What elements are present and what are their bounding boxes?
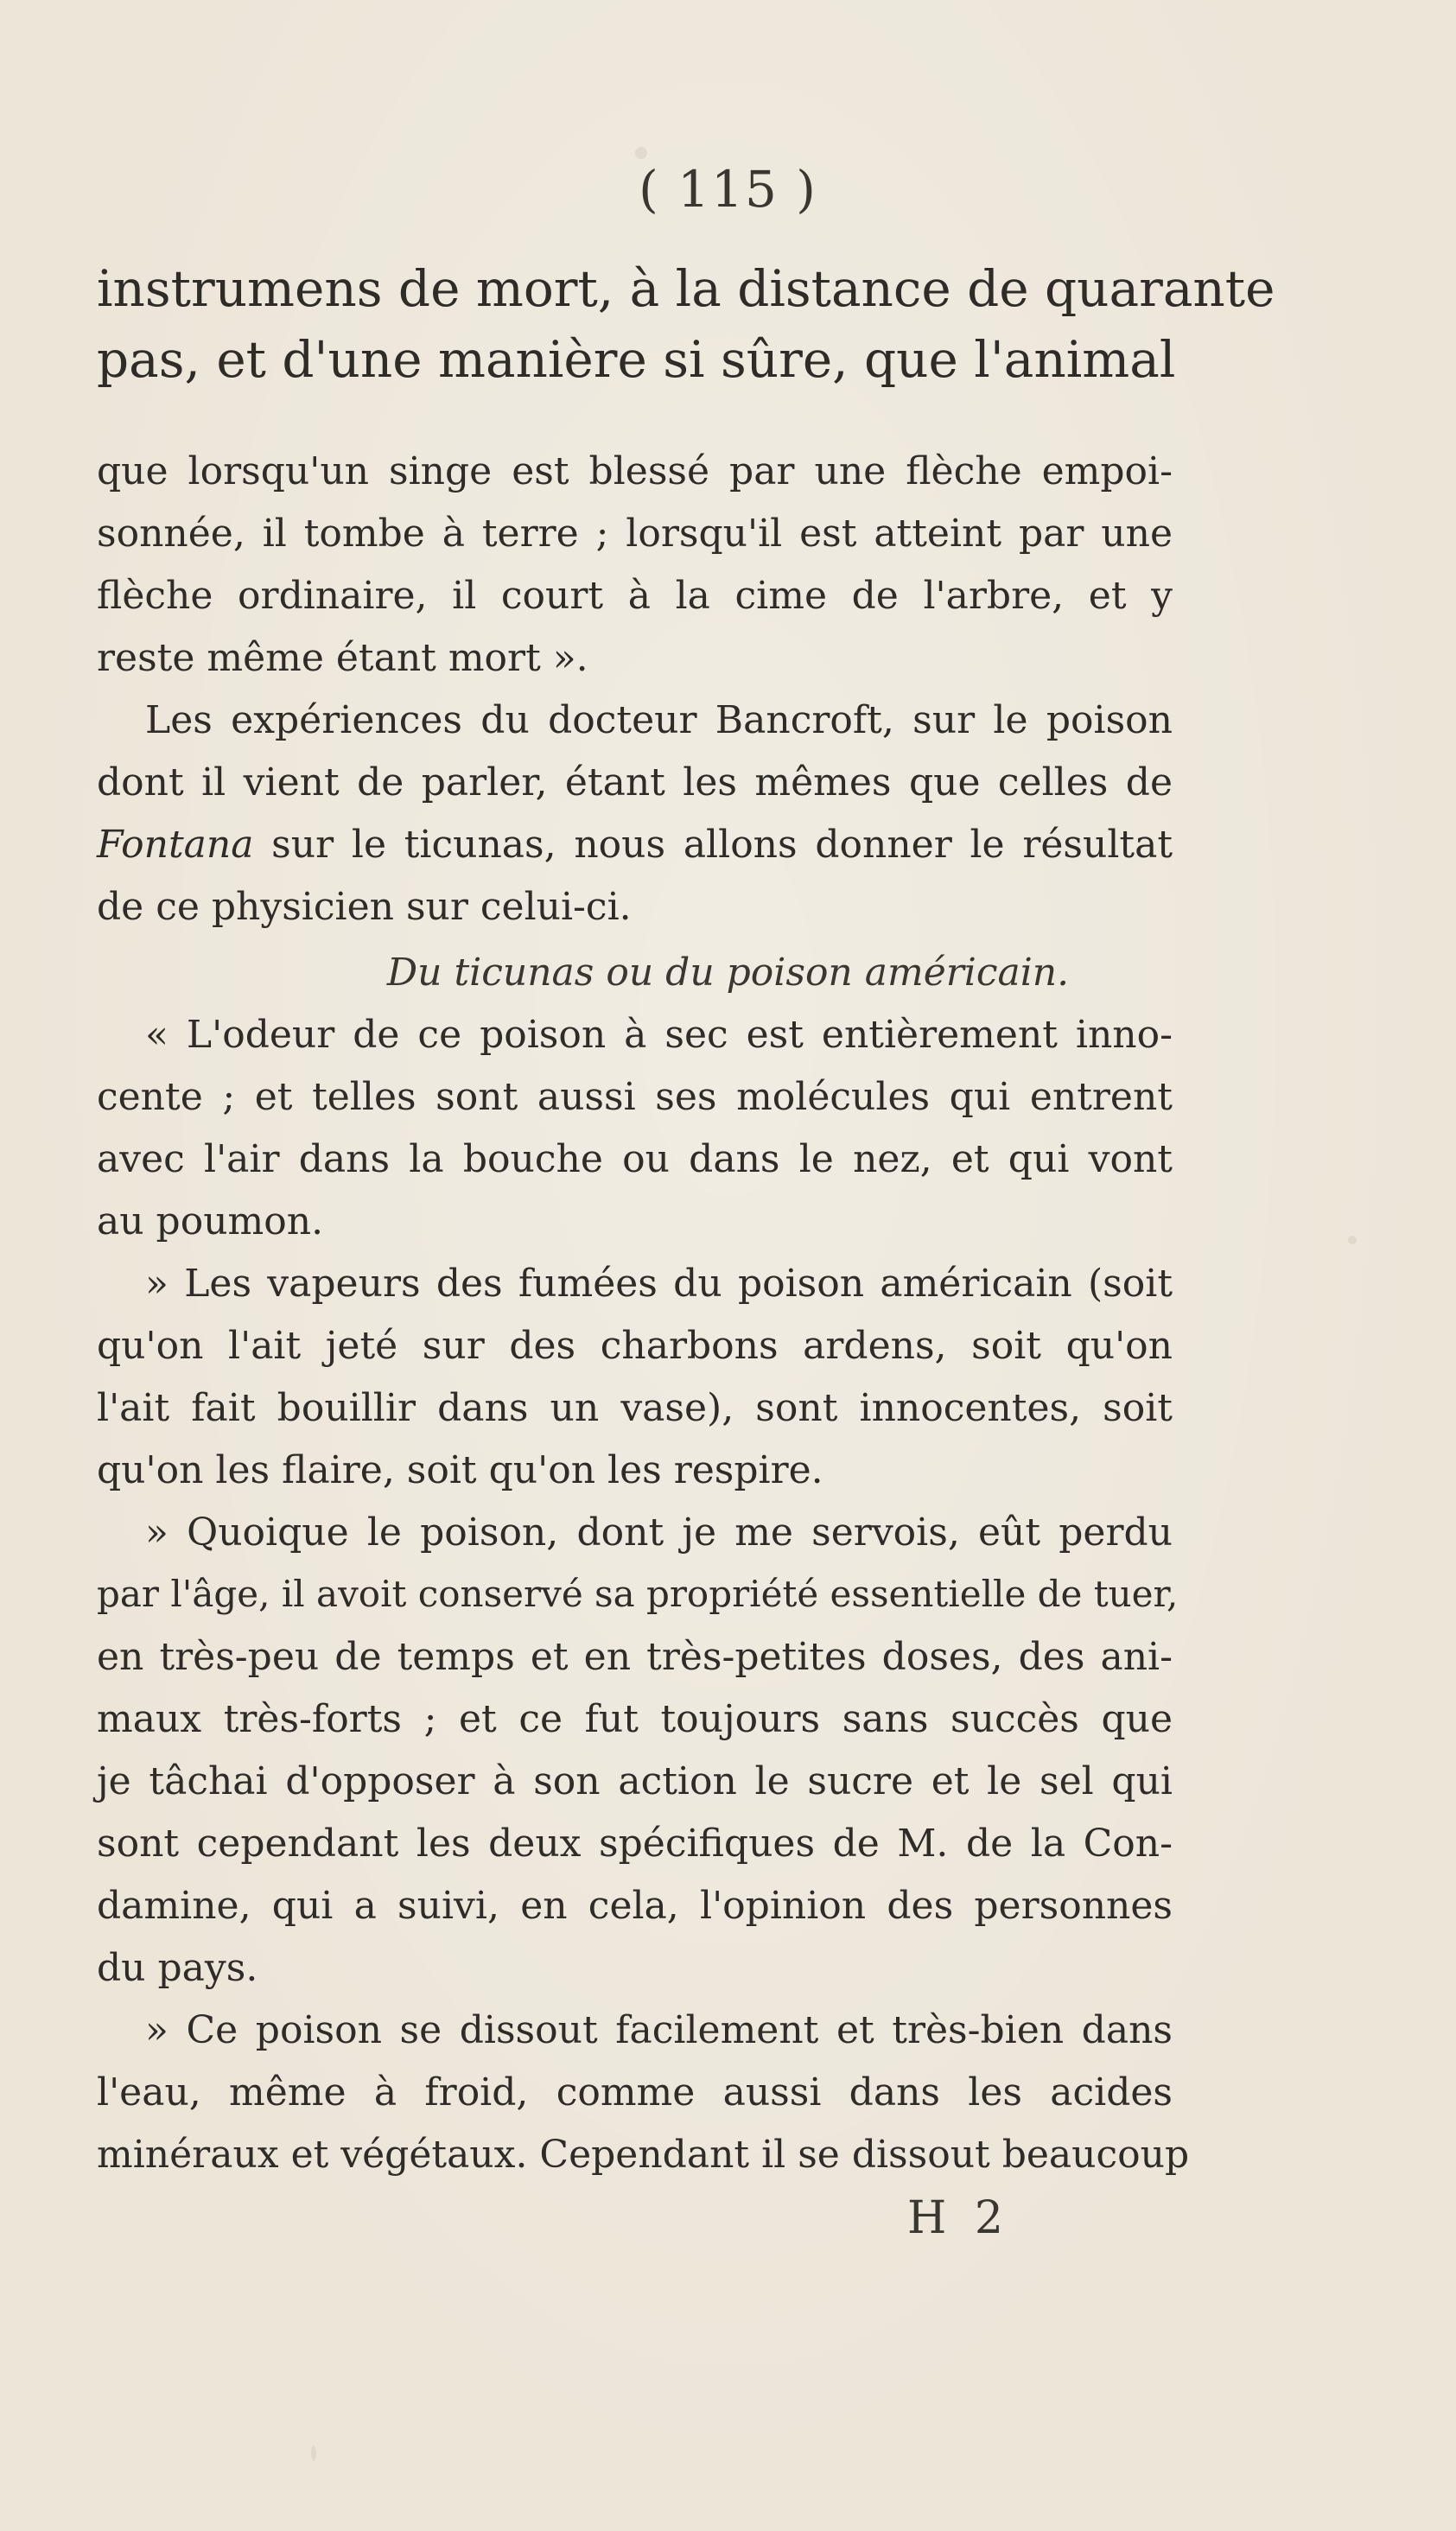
text-line: » Ce poison se dissout facilement et très-bien dans xyxy=(145,2008,1173,2052)
paper-stain xyxy=(635,147,647,159)
text-line: au poumon. xyxy=(97,1199,324,1243)
text-line: pas, et d'une manière si sûre, que l'animal xyxy=(97,330,1176,389)
text-line: Fontana sur le ticunas, nous allons donner le résultat xyxy=(97,823,1173,867)
text-line: avec l'air dans la bouche ou dans le nez, et qui vont xyxy=(97,1137,1173,1181)
text-line: flèche ordinaire, il court à la cime de l'arbre, et y xyxy=(97,574,1173,618)
text-line: qu'on l'ait jeté sur des charbons ardens, soit qu'on xyxy=(97,1324,1173,1368)
text-line: en très-peu de temps et en très-petites doses, des ani- xyxy=(97,1635,1173,1679)
page-number-header: ( 115 ) xyxy=(639,160,817,219)
text-line: minéraux et végétaux. Cependant il se dissout beaucoup xyxy=(97,2133,1190,2177)
text-line: du pays. xyxy=(97,1946,258,1990)
text-line: » Quoique le poison, dont je me servois, eût perdu xyxy=(145,1510,1173,1555)
section-subheading: Du ticunas ou du poison américain. xyxy=(386,951,1070,995)
text-line: damine, qui a suivi, en cela, l'opinion des personnes xyxy=(97,1884,1173,1928)
text-line: par l'âge, il avoit conservé sa propriété essentielle de tuer, xyxy=(97,1573,1179,1615)
text-line: maux très-forts ; et ce fut toujours sans succès que xyxy=(97,1697,1173,1741)
paper-stain xyxy=(1348,1236,1357,1244)
text-line: sont cependant les deux spécifiques de M. de la Con- xyxy=(97,1822,1173,1866)
text-line: qu'on les flaire, soit qu'on les respire. xyxy=(97,1448,823,1492)
text-line: que lorsqu'un singe est blessé par une flèche empoi- xyxy=(97,449,1173,493)
text-line: Les expériences du docteur Bancroft, sur le poison xyxy=(145,698,1173,742)
paper-stain xyxy=(311,2445,316,2461)
text-line: je tâchai d'opposer à son action le sucre et le sel qui xyxy=(97,1759,1173,1803)
text-line: reste même étant mort ». xyxy=(97,636,588,680)
text-line: sonnée, il tombe à terre ; lorsqu'il est atteint par une xyxy=(97,512,1173,556)
text-line: » Les vapeurs des fumées du poison américain (soit xyxy=(145,1262,1173,1306)
text-line: dont il vient de parler, étant les mêmes que celles de xyxy=(97,760,1173,804)
italic-name: Fontana xyxy=(97,823,254,867)
text-line: de ce physicien sur celui-ci. xyxy=(97,885,632,929)
signature-mark: H 2 xyxy=(907,2192,1010,2244)
text-line: « L'odeur de ce poison à sec est entièrement inno- xyxy=(145,1013,1173,1057)
text-line: l'eau, même à froid, comme aussi dans les acides xyxy=(97,2070,1173,2114)
text-line: instrumens de mort, à la distance de quarante xyxy=(97,259,1275,318)
text-line: l'ait fait bouillir dans un vase), sont innocentes, soit xyxy=(97,1386,1173,1430)
text-line: cente ; et telles sont aussi ses molécules qui entrent xyxy=(97,1075,1173,1119)
